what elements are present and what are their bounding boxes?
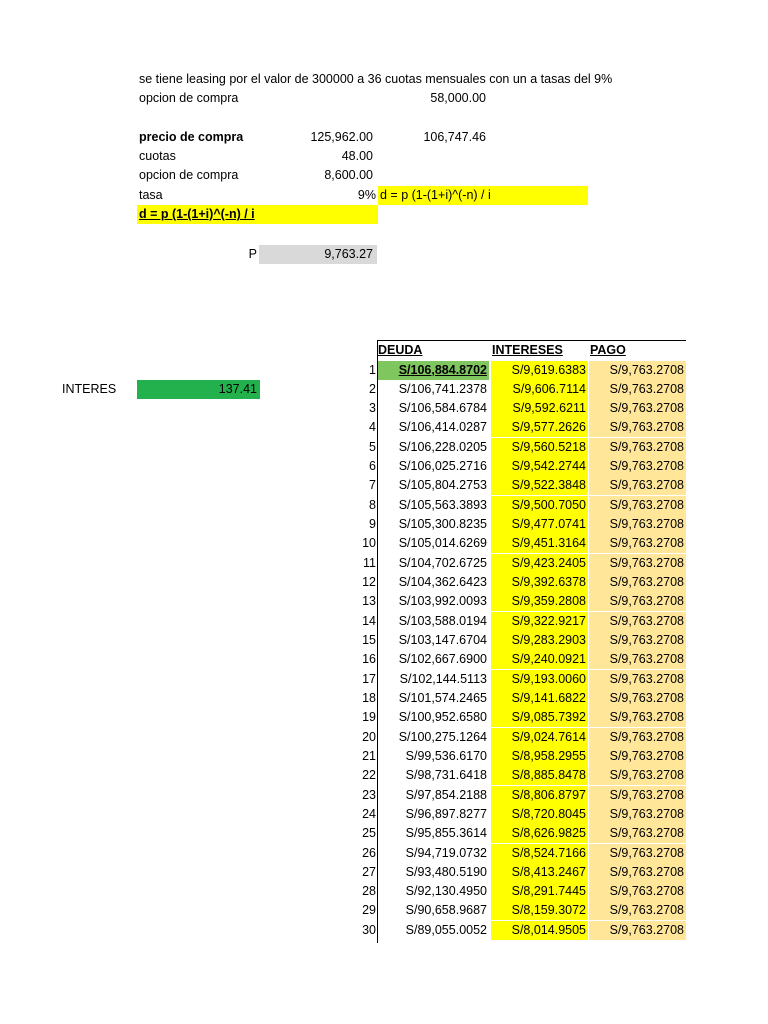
pago-cell[interactable] xyxy=(589,844,686,863)
row-number: 24 xyxy=(362,806,376,821)
row-number: 23 xyxy=(362,787,376,802)
table-row xyxy=(342,496,686,515)
deuda-cell[interactable] xyxy=(378,612,489,631)
deuda-cell[interactable] xyxy=(378,592,489,611)
pago-cell[interactable] xyxy=(589,457,686,476)
interes-cell-value: S/9,560.5218 xyxy=(511,439,586,454)
deuda-cell[interactable] xyxy=(378,766,489,785)
interes-cell-value: S/9,592.6211 xyxy=(512,401,586,416)
pago-cell[interactable] xyxy=(589,863,686,882)
deuda-value: S/102,667.6900 xyxy=(398,652,487,667)
deuda-value: S/100,952.6580 xyxy=(398,710,487,725)
table-row xyxy=(342,844,686,863)
interes-cell-value: S/9,606.7114 xyxy=(512,381,586,396)
row-number: 8 xyxy=(369,497,376,512)
deuda-value: S/99,536.6170 xyxy=(405,748,487,763)
interes-cell[interactable] xyxy=(491,476,588,495)
pago-value: S/9,763.2708 xyxy=(609,884,684,899)
interes-cell-value: S/8,159.3072 xyxy=(511,903,586,918)
interes-cell-value: S/8,720.8045 xyxy=(511,806,586,821)
deuda-cell[interactable] xyxy=(378,747,489,766)
table-row xyxy=(342,457,686,476)
pago-cell[interactable] xyxy=(589,650,686,669)
interes-label: INTERES xyxy=(62,382,117,396)
table-row xyxy=(342,708,686,727)
opcion-compra-value[interactable]: 8,600.00 xyxy=(324,168,373,182)
interes-cell-value: S/8,291.7445 xyxy=(511,884,586,899)
pago-value: S/9,763.2708 xyxy=(609,671,684,686)
interes-cell[interactable] xyxy=(491,612,588,631)
pago-cell[interactable] xyxy=(589,786,686,805)
pago-cell[interactable] xyxy=(589,766,686,785)
table-row xyxy=(342,921,686,940)
pago-value: S/9,763.2708 xyxy=(609,478,684,493)
table-row xyxy=(342,901,686,920)
deuda-cell[interactable] xyxy=(378,496,489,515)
interes-cell[interactable] xyxy=(491,650,588,669)
row-number: 2 xyxy=(369,381,376,396)
deuda-value: S/106,584.6784 xyxy=(398,401,487,416)
deuda-cell[interactable] xyxy=(378,786,489,805)
interes-cell[interactable] xyxy=(491,708,588,727)
interes-cell[interactable] xyxy=(491,554,588,573)
row-number: 5 xyxy=(369,439,376,454)
pago-cell[interactable] xyxy=(589,515,686,534)
pago-value: S/9,763.2708 xyxy=(609,652,684,667)
pago-cell[interactable] xyxy=(589,438,686,457)
row-number: 21 xyxy=(362,748,376,763)
opcion-compra-label: opcion de compra xyxy=(139,168,239,182)
deuda-value: S/106,884.8702 xyxy=(398,362,487,377)
table-row xyxy=(342,361,686,380)
deuda-cell[interactable] xyxy=(378,573,489,592)
row-number: 16 xyxy=(362,652,376,667)
header-deuda: DEUDA xyxy=(378,343,423,357)
deuda-value: S/97,854.2188 xyxy=(405,787,487,802)
interes-cell[interactable] xyxy=(491,689,588,708)
interes-cell-value: S/9,085.7392 xyxy=(511,710,586,725)
row-number: 27 xyxy=(362,864,376,879)
row-number: 3 xyxy=(369,401,376,416)
tasa-value[interactable]: 9% xyxy=(357,188,376,202)
interes-cell-value: S/9,283.2903 xyxy=(511,632,586,647)
deuda-value: S/106,414.0287 xyxy=(398,420,487,435)
pago-cell[interactable] xyxy=(589,921,686,940)
interes-cell[interactable] xyxy=(491,747,588,766)
deuda-cell[interactable] xyxy=(378,670,489,689)
deuda-cell[interactable] xyxy=(378,844,489,863)
formula-bold[interactable]: d = p (1-(1+i)^(-n) / i xyxy=(137,205,378,224)
deuda-value: S/104,702.6725 xyxy=(398,555,487,570)
table-row xyxy=(342,418,686,437)
row-number: 13 xyxy=(362,594,376,609)
pago-cell[interactable] xyxy=(589,534,686,553)
interes-cell[interactable] xyxy=(491,457,588,476)
interes-cell[interactable] xyxy=(491,438,588,457)
interes-cell-value: S/8,014.9505 xyxy=(511,922,586,937)
precio-compra-value-2[interactable]: 106,747.46 xyxy=(423,130,486,144)
deuda-cell[interactable] xyxy=(378,631,489,650)
table-row xyxy=(342,476,686,495)
deuda-cell[interactable] xyxy=(378,380,489,399)
table-row xyxy=(342,766,686,785)
pago-cell[interactable] xyxy=(589,670,686,689)
interes-cell-value: S/9,024.7614 xyxy=(511,729,586,744)
interes-cell-value: S/9,423.2405 xyxy=(511,555,586,570)
pago-cell[interactable] xyxy=(589,592,686,611)
interes-cell-value: S/9,542.2744 xyxy=(511,459,586,474)
row-number: 15 xyxy=(362,632,376,647)
interes-cell-value: S/9,522.3848 xyxy=(511,478,586,493)
interes-cell-value: S/9,193.0060 xyxy=(511,671,586,686)
deuda-value: S/103,588.0194 xyxy=(398,613,487,628)
row-number: 20 xyxy=(362,729,376,744)
deuda-cell[interactable] xyxy=(378,457,489,476)
pago-value: S/9,763.2708 xyxy=(609,632,684,647)
precio-compra-value[interactable]: 125,962.00 xyxy=(310,130,373,144)
pago-cell[interactable] xyxy=(589,496,686,515)
deuda-cell[interactable] xyxy=(378,554,489,573)
table-row xyxy=(342,689,686,708)
deuda-cell[interactable] xyxy=(378,708,489,727)
table-row xyxy=(342,805,686,824)
pago-cell[interactable] xyxy=(589,805,686,824)
pago-value: S/9,763.2708 xyxy=(609,381,684,396)
interes-cell[interactable] xyxy=(491,592,588,611)
interes-cell[interactable] xyxy=(491,631,588,650)
interes-cell-value: S/9,392.6378 xyxy=(511,575,586,590)
deuda-value: S/92,130.4950 xyxy=(405,884,487,899)
deuda-value: S/96,897.8277 xyxy=(405,806,487,821)
interes-cell-value: S/9,240.0921 xyxy=(511,652,586,667)
pago-value: S/9,763.2708 xyxy=(609,594,684,609)
row-number: 1 xyxy=(369,362,376,377)
row-number: 4 xyxy=(369,420,376,435)
header-pago: PAGO xyxy=(590,343,626,357)
interes-cell-value: S/8,806.8797 xyxy=(511,787,586,802)
table-row xyxy=(342,399,686,418)
table-row xyxy=(342,631,686,650)
interes-cell[interactable] xyxy=(491,805,588,824)
table-row xyxy=(342,515,686,534)
row-number: 19 xyxy=(362,710,376,725)
table-row xyxy=(342,380,686,399)
pago-value: S/9,763.2708 xyxy=(609,439,684,454)
formula-inline[interactable]: d = p (1-(1+i)^(-n) / i xyxy=(378,186,588,205)
table-row xyxy=(342,650,686,669)
row-number: 14 xyxy=(362,613,376,628)
interes-cell[interactable] xyxy=(491,515,588,534)
deuda-cell[interactable] xyxy=(378,921,489,940)
deuda-cell[interactable] xyxy=(378,361,489,380)
interes-cell[interactable] xyxy=(491,824,588,843)
pago-cell[interactable] xyxy=(589,418,686,437)
interes-cell-value: S/9,577.2626 xyxy=(511,420,586,435)
pago-cell[interactable] xyxy=(589,901,686,920)
deuda-cell[interactable] xyxy=(378,650,489,669)
table-row xyxy=(342,747,686,766)
interes-cell-value: S/9,477.0741 xyxy=(511,517,586,532)
header-intereses: INTERESES xyxy=(492,343,563,357)
pago-value: S/9,763.2708 xyxy=(609,459,684,474)
table-row xyxy=(342,728,686,747)
pago-value: S/9,763.2708 xyxy=(609,420,684,435)
interes-cell[interactable] xyxy=(491,573,588,592)
p-label: P xyxy=(248,247,257,261)
pago-value: S/9,763.2708 xyxy=(609,555,684,570)
deuda-value: S/98,731.6418 xyxy=(405,768,487,783)
pago-value: S/9,763.2708 xyxy=(609,806,684,821)
deuda-value: S/102,144.5113 xyxy=(399,671,487,686)
table-row xyxy=(342,573,686,592)
row-number: 22 xyxy=(362,768,376,783)
table-row xyxy=(342,612,686,631)
pago-value: S/9,763.2708 xyxy=(609,922,684,937)
row-number: 11 xyxy=(363,555,376,570)
pago-cell[interactable] xyxy=(589,612,686,631)
pago-cell[interactable] xyxy=(589,631,686,650)
opcion-compra-label-top: opcion de compra xyxy=(139,91,239,105)
interes-cell[interactable] xyxy=(491,786,588,805)
row-number: 6 xyxy=(369,459,376,474)
table-row xyxy=(342,863,686,882)
tasa-label: tasa xyxy=(139,188,163,202)
pago-cell[interactable] xyxy=(589,708,686,727)
interes-cell[interactable] xyxy=(491,882,588,901)
deuda-value: S/101,574.2465 xyxy=(398,690,487,705)
interes-cell-value: S/8,413.2467 xyxy=(511,864,586,879)
table-row xyxy=(342,882,686,901)
pago-value: S/9,763.2708 xyxy=(609,845,684,860)
interes-cell-value: S/9,619.6383 xyxy=(511,362,586,377)
pago-cell[interactable] xyxy=(589,361,686,380)
deuda-value: S/103,992.0093 xyxy=(398,594,487,609)
pago-value: S/9,763.2708 xyxy=(609,690,684,705)
deuda-value: S/100,275.1264 xyxy=(398,729,487,744)
deuda-value: S/93,480.5190 xyxy=(405,864,487,879)
deuda-cell[interactable] xyxy=(378,901,489,920)
pago-value: S/9,763.2708 xyxy=(609,864,684,879)
row-number: 28 xyxy=(362,884,376,899)
interes-cell-value: S/9,500.7050 xyxy=(511,497,586,512)
pago-value: S/9,763.2708 xyxy=(609,497,684,512)
pago-value: S/9,763.2708 xyxy=(609,362,684,377)
pago-cell[interactable] xyxy=(589,882,686,901)
cuotas-label: cuotas xyxy=(139,149,176,163)
interes-cell-value: S/8,885.8478 xyxy=(511,768,586,783)
interes-cell[interactable] xyxy=(491,863,588,882)
interes-cell-value: S/9,322.9217 xyxy=(511,613,586,628)
interes-cell-value: S/8,626.9825 xyxy=(511,826,586,841)
pago-value: S/9,763.2708 xyxy=(609,710,684,725)
pago-value: S/9,763.2708 xyxy=(609,401,684,416)
deuda-value: S/105,804.2753 xyxy=(398,478,487,493)
row-number: 7 xyxy=(369,478,376,493)
row-number: 12 xyxy=(362,575,376,590)
row-number: 9 xyxy=(369,517,376,532)
pago-value: S/9,763.2708 xyxy=(609,768,684,783)
pago-value: S/9,763.2708 xyxy=(609,826,684,841)
pago-value: S/9,763.2708 xyxy=(609,536,684,551)
pago-cell[interactable] xyxy=(589,476,686,495)
pago-cell[interactable] xyxy=(589,554,686,573)
pago-value: S/9,763.2708 xyxy=(609,575,684,590)
pago-cell[interactable] xyxy=(589,573,686,592)
row-number: 18 xyxy=(362,690,376,705)
pago-cell[interactable] xyxy=(589,728,686,747)
interes-cell-value: S/8,524.7166 xyxy=(511,845,586,860)
interes-cell[interactable] xyxy=(491,766,588,785)
row-number: 29 xyxy=(362,903,376,918)
pago-cell[interactable] xyxy=(589,399,686,418)
deuda-value: S/90,658.9687 xyxy=(405,903,487,918)
interes-cell[interactable] xyxy=(491,921,588,940)
deuda-value: S/106,228.0205 xyxy=(398,439,487,454)
interes-cell[interactable] xyxy=(491,361,588,380)
table-row xyxy=(342,592,686,611)
deuda-cell[interactable] xyxy=(378,728,489,747)
pago-cell[interactable] xyxy=(589,689,686,708)
opcion-compra-value-top[interactable]: 58,000.00 xyxy=(430,91,486,105)
pago-cell[interactable] xyxy=(589,380,686,399)
interes-cell[interactable] xyxy=(491,534,588,553)
row-number: 25 xyxy=(362,826,376,841)
interes-cell-value: S/9,141.6822 xyxy=(511,690,586,705)
row-number: 30 xyxy=(362,922,376,937)
deuda-cell[interactable] xyxy=(378,689,489,708)
interes-cell-value: S/8,958.2955 xyxy=(511,748,586,763)
table-row xyxy=(342,824,686,843)
deuda-value: S/105,563.3893 xyxy=(398,497,487,512)
pago-cell[interactable] xyxy=(589,747,686,766)
interes-value[interactable]: 137.41 xyxy=(137,380,260,399)
pago-cell[interactable] xyxy=(589,824,686,843)
deuda-value: S/106,741.2378 xyxy=(398,381,487,396)
deuda-value: S/89,055.0052 xyxy=(405,922,487,937)
deuda-cell[interactable] xyxy=(378,882,489,901)
deuda-cell[interactable] xyxy=(378,438,489,457)
pago-value: S/9,763.2708 xyxy=(609,787,684,802)
p-value[interactable]: 9,763.27 xyxy=(259,245,377,264)
interes-cell-value: S/9,451.3164 xyxy=(511,536,586,551)
interes-cell[interactable] xyxy=(491,728,588,747)
deuda-cell[interactable] xyxy=(378,476,489,495)
interes-cell-value: S/9,359.2808 xyxy=(511,594,586,609)
deuda-cell[interactable] xyxy=(378,399,489,418)
deuda-cell[interactable] xyxy=(378,515,489,534)
table-row xyxy=(342,438,686,457)
table-row xyxy=(342,554,686,573)
interes-cell[interactable] xyxy=(491,380,588,399)
deuda-cell[interactable] xyxy=(378,824,489,843)
row-number: 17 xyxy=(362,671,376,686)
deuda-value: S/105,014.6269 xyxy=(398,536,487,551)
deuda-value: S/106,025.2716 xyxy=(398,459,487,474)
deuda-cell[interactable] xyxy=(378,863,489,882)
row-number: 26 xyxy=(362,845,376,860)
precio-compra-label: precio de compra xyxy=(139,130,244,144)
deuda-value: S/94,719.0732 xyxy=(405,845,487,860)
table-row xyxy=(342,786,686,805)
interes-cell[interactable] xyxy=(491,844,588,863)
pago-value: S/9,763.2708 xyxy=(609,613,684,628)
deuda-value: S/105,300.8235 xyxy=(398,517,487,532)
description-text: se tiene leasing por el valor de 300000 a 36 cuotas mensuales con un a tasas del 9% xyxy=(139,72,613,86)
pago-value: S/9,763.2708 xyxy=(609,748,684,763)
pago-value: S/9,763.2708 xyxy=(609,903,684,918)
row-number: 10 xyxy=(362,536,376,551)
table-row xyxy=(342,534,686,553)
table-row xyxy=(342,670,686,689)
deuda-value: S/95,855.3614 xyxy=(405,826,487,841)
deuda-cell[interactable] xyxy=(378,534,489,553)
deuda-value: S/104,362.6423 xyxy=(398,575,487,590)
pago-value: S/9,763.2708 xyxy=(609,729,684,744)
interes-cell[interactable] xyxy=(491,901,588,920)
interes-cell[interactable] xyxy=(491,496,588,515)
deuda-cell[interactable] xyxy=(378,418,489,437)
deuda-value: S/103,147.6704 xyxy=(398,632,487,647)
deuda-cell[interactable] xyxy=(378,805,489,824)
cuotas-value[interactable]: 48.00 xyxy=(341,149,373,163)
interes-cell[interactable] xyxy=(491,418,588,437)
interes-cell[interactable] xyxy=(491,670,588,689)
pago-value: S/9,763.2708 xyxy=(609,517,684,532)
interes-cell[interactable] xyxy=(491,399,588,418)
